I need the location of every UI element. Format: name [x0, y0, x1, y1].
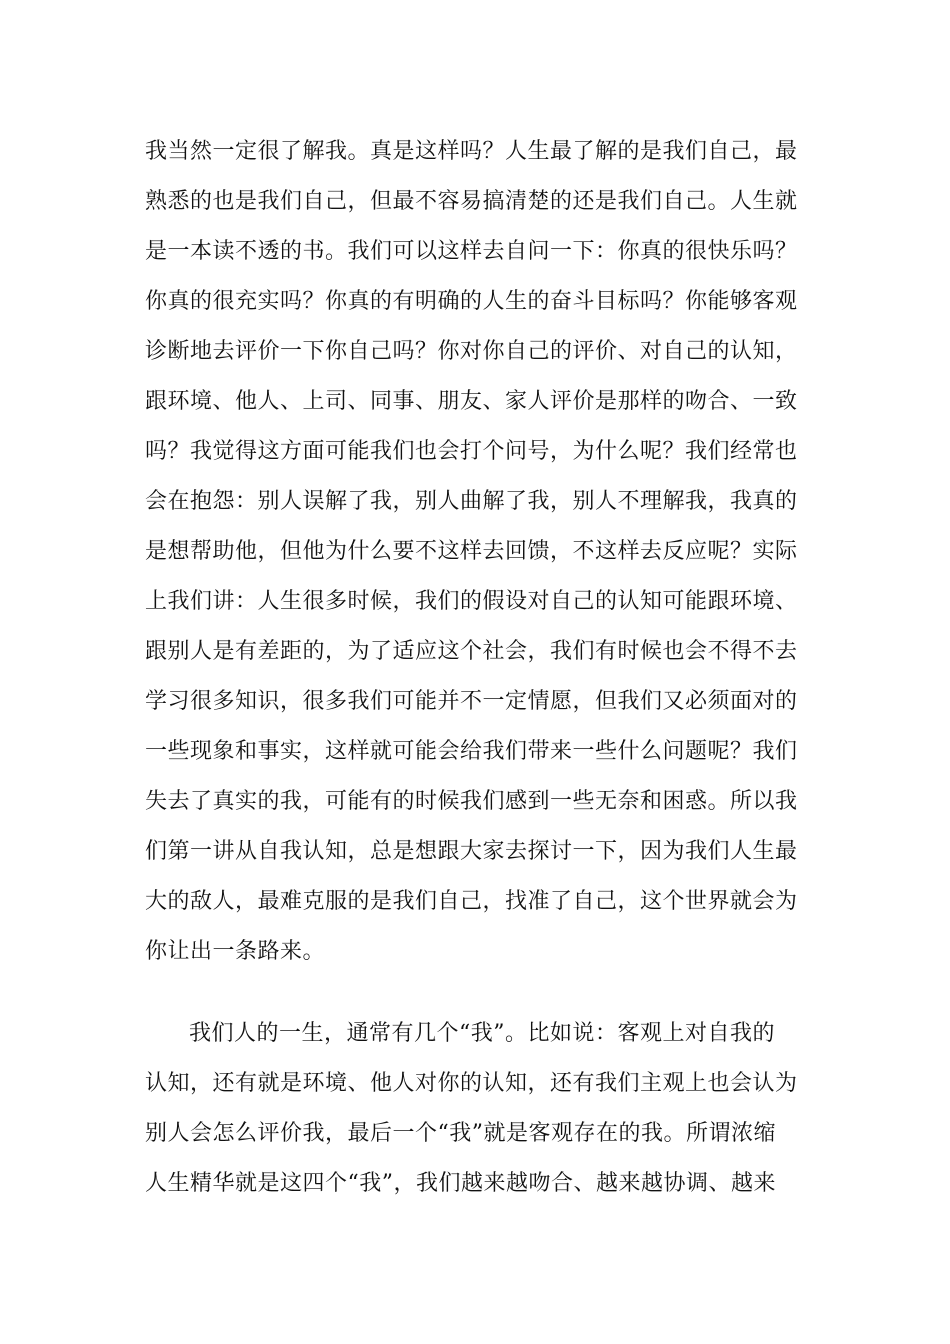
text-line: 是想帮助他，但他为什么要不这样去回馈，不这样去反应呢？实际: [145, 539, 798, 564]
text-line: 你让出一条路来。: [145, 939, 326, 964]
text-line: 熟悉的也是我们自己，但最不容易搞清楚的还是我们自己。人生就: [145, 189, 798, 214]
text-line: 是一本读不透的书。我们可以这样去自问一下：你真的很快乐吗？: [145, 239, 798, 264]
text-line: 我当然一定很了解我。真是这样吗？人生最了解的是我们自己，最: [145, 139, 798, 164]
text-line: 你真的很充实吗？你真的有明确的人生的奋斗目标吗？你能够客观: [145, 289, 798, 314]
text-line: 跟别人是有差距的，为了适应这个社会，我们有时候也会不得不去: [145, 639, 798, 664]
text-line: 大的敌人，最难克服的是我们自己，找准了自己，这个世界就会为: [145, 889, 798, 914]
text-line: 诊断地去评价一下你自己吗？你对你自己的评价、对自己的认知，: [145, 339, 798, 364]
text-line: 我们人的一生，通常有几个“我”。比如说：客观上对自我的: [189, 1021, 775, 1046]
text-line: 失去了真实的我，可能有的时候我们感到一些无奈和困惑。所以我: [145, 789, 798, 814]
text-line: 跟环境、他人、上司、同事、朋友、家人评价是那样的吻合、一致: [145, 389, 798, 414]
text-line: 一些现象和事实，这样就可能会给我们带来一些什么问题呢？我们: [145, 739, 798, 764]
text-line: 会在抱怨：别人误解了我，别人曲解了我，别人不理解我，我真的: [145, 489, 798, 514]
text-line: 们第一讲从自我认知，总是想跟大家去探讨一下，因为我们人生最: [145, 839, 798, 864]
text-line: 认知，还有就是环境、他人对你的认知，还有我们主观上也会认为: [145, 1071, 798, 1096]
text-line: 人生精华就是这四个“我”，我们越来越吻合、越来越协调、越来: [145, 1171, 776, 1196]
text-line: 上我们讲：人生很多时候，我们的假设对自己的认知可能跟环境、: [145, 589, 798, 614]
text-line: 吗？我觉得这方面可能我们也会打个问号，为什么呢？我们经常也: [145, 439, 798, 464]
text-line: 学习很多知识，很多我们可能并不一定情愿，但我们又必须面对的: [145, 689, 798, 714]
text-line: 别人会怎么评价我，最后一个“我”就是客观存在的我。所谓浓缩: [145, 1121, 776, 1146]
